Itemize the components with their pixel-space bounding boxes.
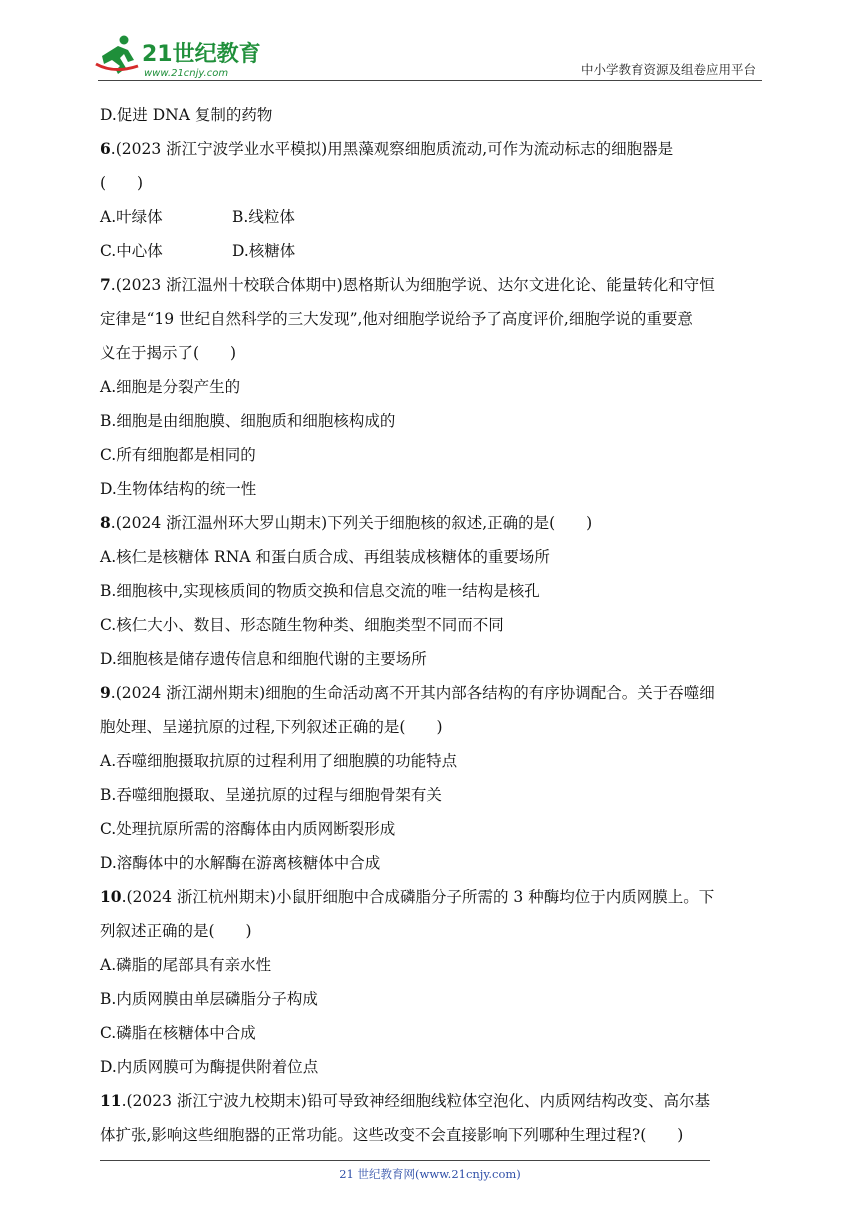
footer-divider: [100, 1160, 710, 1161]
option-c: C.处理抗原所需的溶酶体由内质网断裂形成: [100, 820, 396, 838]
question-11-line-1: [100, 1084, 770, 1118]
platform-title: 中小学教育资源及组卷应用平台: [580, 62, 756, 77]
page-header: [0, 0, 860, 90]
question-9-line-2: 胞处理、呈递抗原的过程,下列叙述正确的是( ): [100, 718, 443, 736]
option-a: A.叶绿体: [100, 208, 163, 226]
option-c: C.中心体: [100, 242, 163, 260]
question-11-line-2: 体扩张,影响这些细胞器的正常功能。这些改变不会直接影响下列哪种生理过程?( ): [100, 1126, 684, 1144]
question-7-line-1: [100, 268, 770, 302]
question-9-line-1: [100, 676, 770, 710]
option-b: B.细胞核中,实现核质间的物质交换和信息交流的唯一结构是核孔: [100, 582, 540, 600]
option-b: B.内质网膜由单层磷脂分子构成: [100, 990, 318, 1008]
question-number: 9: [100, 683, 111, 702]
question-text: .(2024 浙江湖州期末)细胞的生命活动离不开其内部各结构的有序协调配合。关于吞噬细: [110, 684, 715, 702]
option-c: C.磷脂在核糖体中合成: [100, 1024, 256, 1042]
question-number: 7: [100, 275, 111, 294]
option-a: A.核仁是核糖体 RNA 和蛋白质合成、再组装成核糖体的重要场所: [100, 548, 550, 566]
question-number: 8: [100, 513, 111, 532]
option-a: A.磷脂的尾部具有亲水性: [100, 956, 272, 974]
site-logo[interactable]: [94, 34, 274, 80]
option-b: B.线粒体: [232, 208, 295, 226]
question-text: .(2023 浙江宁波九校期末)铅可导致神经细胞线粒体空泡化、内质网结构改变、高尔基: [121, 1092, 710, 1110]
question-content: [100, 98, 770, 1152]
question-10-line-2: 列叙述正确的是( ): [100, 922, 252, 940]
option-c: C.核仁大小、数目、形态随生物种类、细胞类型不同而不同: [100, 616, 504, 634]
option-d: D.核糖体: [232, 242, 296, 260]
question-text: .(2023 浙江温州十校联合体期中)恩格斯认为细胞学说、达尔文进化论、能量转化和守恒: [110, 276, 715, 294]
logo-url: www.21cnjy.com: [144, 68, 229, 79]
footer-link[interactable]: 21 世纪教育网(www.21cnjy.com): [339, 1167, 521, 1181]
question-text: .(2024 浙江杭州期末)小鼠肝细胞中合成磷脂分子所需的 3 种酶均位于内质网膜上。下: [121, 888, 715, 906]
question-number: 6: [100, 139, 111, 158]
option-c: C.所有细胞都是相同的: [100, 446, 256, 464]
option-d: D.内质网膜可为酶提供附着位点: [100, 1058, 319, 1076]
question-text: .(2023 浙江宁波学业水平模拟)用黑藻观察细胞质流动,可作为流动标志的细胞器是: [110, 140, 674, 158]
option-a: A.吞噬细胞摄取抗原的过程利用了细胞膜的功能特点: [100, 752, 458, 770]
question-text: .(2024 浙江温州环大罗山期末)下列关于细胞核的叙述,正确的是( ): [110, 514, 593, 532]
runner-logo-icon: [94, 34, 274, 80]
option-d: D.溶酶体中的水解酶在游离核糖体中合成: [100, 854, 381, 872]
option-line: D.促进 DNA 复制的药物: [100, 106, 273, 124]
question-7-line-2: 定律是“19 世纪自然科学的三大发现”,他对细胞学说给予了高度评价,细胞学说的重要意: [100, 310, 693, 328]
question-10-line-1: [100, 880, 770, 914]
question-number: 11: [100, 1091, 122, 1110]
option-b: B.吞噬细胞摄取、呈递抗原的过程与细胞骨架有关: [100, 786, 442, 804]
option-a: A.细胞是分裂产生的: [100, 378, 241, 396]
question-6-options-row-1: [100, 200, 770, 234]
question-6-paren: ( ): [100, 174, 144, 192]
option-b: B.细胞是由细胞膜、细胞质和细胞核构成的: [100, 412, 396, 430]
option-d: D.生物体结构的统一性: [100, 480, 257, 498]
option-d: D.细胞核是储存遗传信息和细胞代谢的主要场所: [100, 650, 427, 668]
question-8-line-1: [100, 506, 770, 540]
logo-text: 21世纪教育: [142, 42, 261, 67]
question-7-line-3: 义在于揭示了( ): [100, 344, 237, 362]
question-6-line-1: [100, 132, 770, 166]
question-number: 10: [100, 887, 122, 906]
question-6-options-row-2: [100, 234, 770, 268]
header-divider: [98, 80, 762, 81]
